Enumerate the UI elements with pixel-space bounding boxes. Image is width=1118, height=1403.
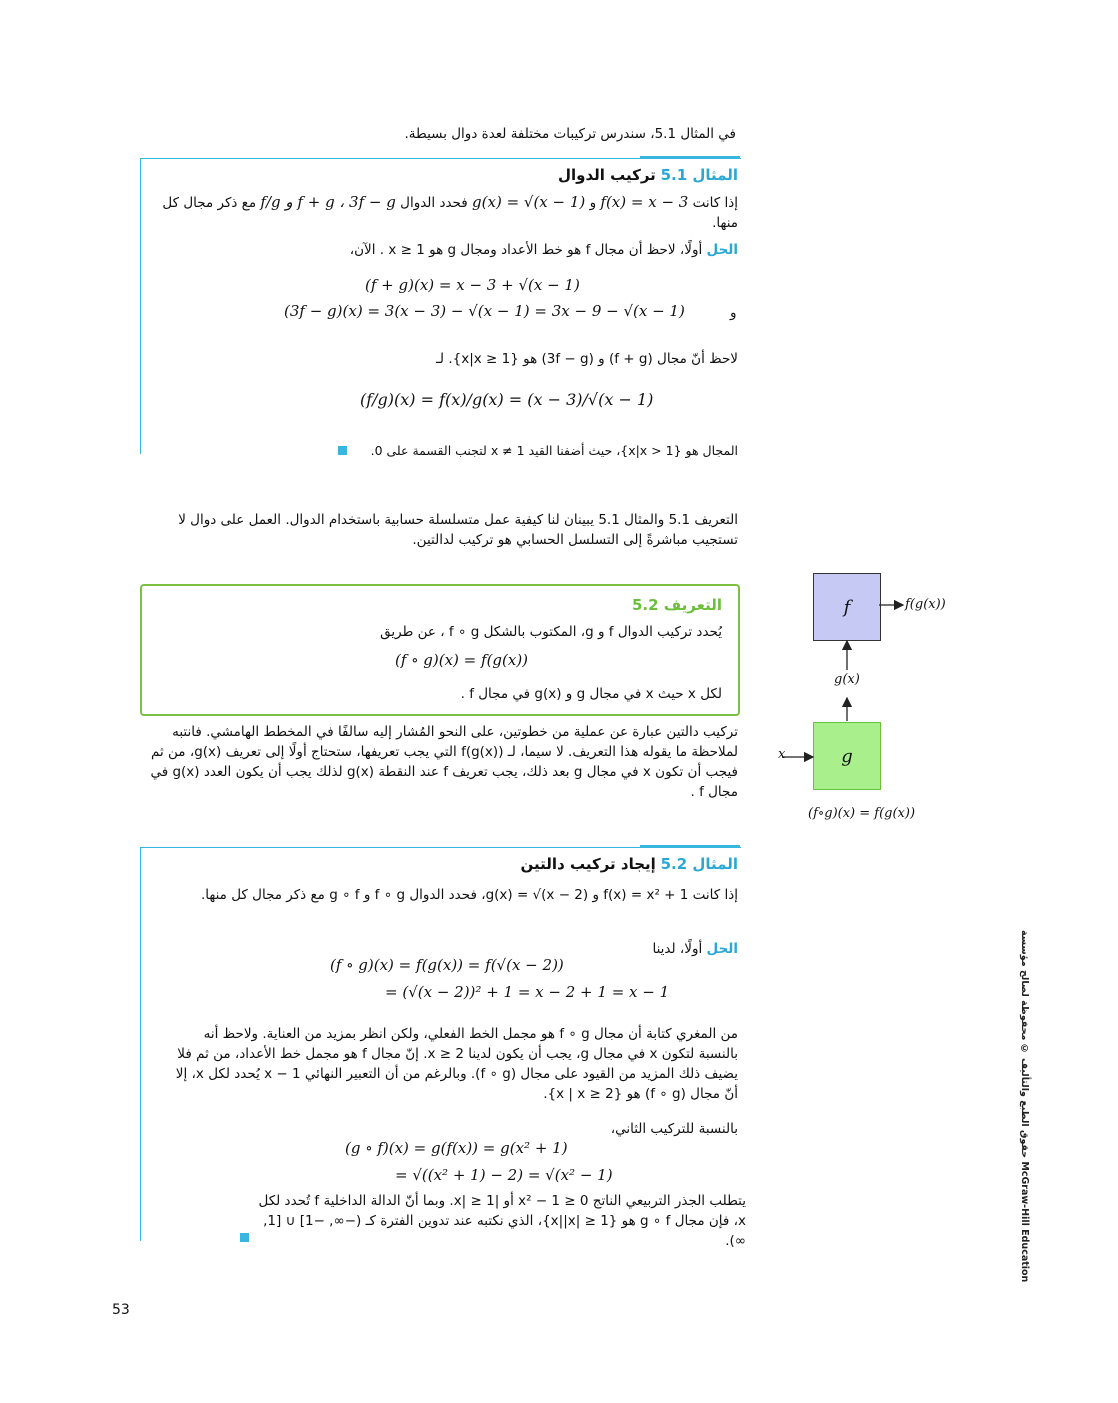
diagram-g-box: g (813, 722, 881, 790)
example-2-eq2: = (√(x − 2))² + 1 = x − 2 + 1 = x − 1 (385, 983, 670, 1001)
diagram-middle-label: g(x) (834, 672, 860, 687)
example-1-label: المثال 5.1 (660, 166, 738, 184)
paragraph-2: تركيب دالتين عبارة عن عملية من خطوتين، على النحو المُشار إليه سالفًا في المخطط الهامشي. فانتبه لملاحظة ما يقوله هذا التعريف. لا سيما، لـ f(g(x)) التي يجب تعريفها، ستحتاج أولًا إلى تعريف g(x)، من ثم فيجب أن تكون x في مجال g بعد ذلك، يجب تعريف f عند النقطة g(x) لذلك يجب أن يكون العدد g(x) في مجال f . (150, 724, 738, 800)
example-2-eq1: (f ∘ g)(x) = f(g(x)) = f(√(x − 2)) (330, 956, 564, 974)
example-1-heading (400, 166, 738, 184)
example-1-and: و (730, 305, 737, 321)
definition-line1: يُحدد تركيب الدوال f و g، المكتوب بالشكل f ∘ g ، عن طريق (380, 624, 722, 640)
example-1-topbar (640, 156, 740, 159)
copyright-sidebar: حقوق الطبع والتأليف © محفوظة لصالح مؤسسة McGraw-Hill Education (1019, 930, 1030, 1283)
example-1-eq2: (3f − g)(x) = 3(x − 3) − √(x − 1) = 3x − 9 − √(x − 1) (284, 302, 685, 320)
example-1-f-def: f(x) = x − 3 (600, 193, 689, 211)
diagram-f-box: f (813, 573, 881, 641)
page-number: 53 (112, 1302, 130, 1318)
diagram-caption: (f∘g)(x) = f(g(x)) (808, 806, 916, 821)
definition-line2: لكل x حيث x في مجال g و g(x) في مجال f . (460, 686, 722, 702)
example-2-end: يتطلب الجذر التربيعي الناتج x² − 1 ≥ 0 أو |x| ≥ 1. وبما أنّ الدالة الداخلية f تُحدد لكل x، فإن مجال g ∘ f هو {x||x| ≥ 1}، الذي نكتبه عند تدوين الفترة كـ (−∞, −1] ∪ [1, ∞). (258, 1193, 746, 1249)
example-1-solution-label: الحل (706, 242, 738, 258)
paragraph-1: التعريف 5.1 والمثال 5.1 يبينان لنا كيفية عمل متسلسلة حسابية باستخدام الدوال. العمل على دوال لا تستجيب مباشرةً إلى التسلسل الحسابي هو تركيب لدالتين. (178, 512, 738, 548)
intro-text: في المثال 5.1، سندرس تركيبات مختلفة لعدة دوال بسيطة. (404, 126, 736, 142)
example-1-eq1: (f + g)(x) = x − 3 + √(x − 1) (365, 276, 580, 294)
diagram-input-label: x (778, 747, 786, 762)
example-2-title: إيجاد تركيب دالتين (520, 855, 656, 873)
example-2-second: بالنسبة للتركيب الثاني، (610, 1121, 738, 1137)
example-2-solution-label: الحل (706, 941, 738, 957)
example-2-label: المثال 5.2 (660, 855, 738, 873)
example-1-eq3: (f/g)(x) = f(x)/g(x) = (x − 3)/√(x − 1) (360, 390, 654, 409)
example-1-title: تركيب الدوال (557, 166, 656, 184)
example-2-eq4: = √((x² + 1) − 2) = √(x² − 1) (395, 1166, 613, 1184)
example-2-topbar (640, 845, 740, 848)
example-2-question: إذا كانت f(x) = x² + 1 و g(x) = √(x − 2)، فحدد الدوال f ∘ g و g ∘ f مع ذكر مجال كل منها. (200, 887, 738, 903)
example-2-solution: الحل أولًا، لدينا (652, 941, 738, 957)
example-2-heading (400, 855, 738, 873)
example-1-end-marker (338, 446, 347, 455)
example-1-domain-note: المجال هو {x|x > 1}، حيث أضفنا القيد x ≠ 1 لتجنب القسمة على 0. (370, 443, 738, 458)
example-2-eq3: (g ∘ f)(x) = g(f(x)) = g(x² + 1) (345, 1139, 568, 1157)
definition-formula: (f ∘ g)(x) = f(g(x)) (395, 651, 529, 669)
example-1-note: لاحظ أنّ مجال (f + g) و (3f − g) هو {x|x ≥ 1}. لـ (435, 351, 738, 367)
example-1-funcs: f + g ، 3f − g و f/g (260, 193, 396, 211)
example-2-paragraph: من المغري كتابة أن مجال f ∘ g هو مجمل الخط الفعلي، ولكن انظر بمزيد من العناية. ولاحظ أنه بالنسبة لتكون x في مجال g، يجب أن يكون لدينا x ≥ 2. إنّ مجال f هو مجمل خط الأعداد، من ثم فلا يضيف ذلك المزيد من القيود على مجال (f ∘ g). وبالرغم من أن التعبير النهائي x − 1 يُحدد لكل x، إلا أنّ مجال (f ∘ g) هو {x | x ≥ 2}. (175, 1026, 738, 1102)
example-1-solution: الحل أولًا، لاحظ أن مجال f هو خط الأعداد ومجال g هو x ≥ 1 . الآن، (349, 242, 738, 258)
definition-label: التعريف 5.2 (632, 596, 722, 614)
example-2-end-marker (240, 1233, 249, 1242)
diagram-output-label: f(g(x)) (905, 597, 946, 612)
example-1-g-def: g(x) = √(x − 1) (472, 193, 586, 211)
example-1-question: إذا كانت f(x) = x − 3 و g(x) = √(x − 1) فحدد الدوال f + g ، 3f − g و f/g مع ذكر مجال كل منها. (162, 193, 738, 231)
